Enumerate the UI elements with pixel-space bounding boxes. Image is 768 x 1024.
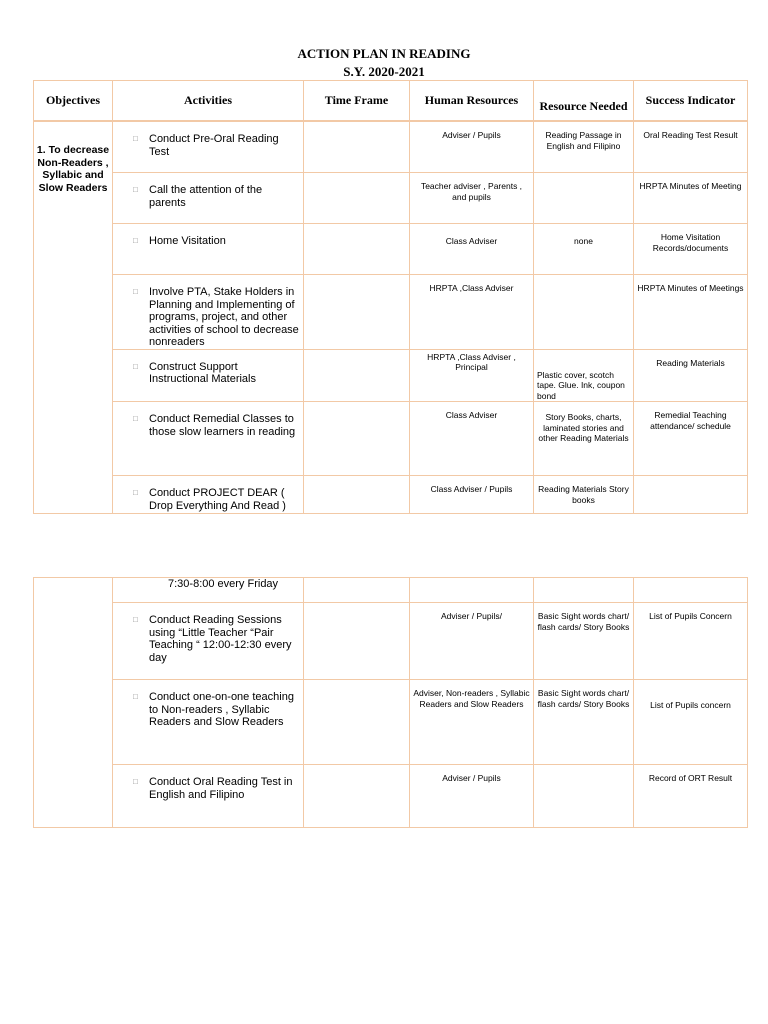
- empty-cell: [634, 578, 748, 603]
- human-resources-cell-text: Class Adviser / Pupils: [430, 484, 513, 494]
- success-indicator-cell-text: [634, 476, 747, 484]
- checkbox-bullet-icon: □: [133, 134, 138, 143]
- checkbox-bullet-icon: □: [133, 361, 138, 371]
- time-frame-cell: [304, 349, 410, 402]
- success-indicator-cell: [634, 349, 748, 402]
- resource-needed-cell: [534, 173, 634, 224]
- checkbox-bullet-icon: □: [133, 287, 138, 296]
- header-success-indicator: Success Indicator: [634, 81, 748, 121]
- success-indicator-cell-text: HRPTA Minutes of Meetings: [637, 283, 744, 293]
- time-frame-cell-text: [304, 173, 409, 183]
- objective-cell-text: 1. To decrease Non-Readers , Syllabic and Slow Readers: [36, 144, 110, 194]
- success-indicator-cell: [634, 122, 748, 173]
- table-row: [34, 680, 748, 765]
- table-row: [34, 173, 748, 224]
- table-row: [34, 603, 748, 680]
- success-indicator-cell: [634, 275, 748, 350]
- time-frame-cell-text: [304, 476, 409, 484]
- action-plan-table: [33, 80, 748, 514]
- resource-needed-cell: [534, 765, 634, 828]
- human-resources-cell: [410, 122, 534, 173]
- time-frame-cell: [304, 765, 410, 828]
- human-resources-cell-text: Adviser, Non-readers , Syllabic Readers and Slow Readers: [413, 688, 530, 709]
- resource-needed-cell-text: Basic Sight words chart/ flash cards/ Story Books: [537, 688, 630, 709]
- checkbox-bullet-icon: □: [133, 236, 138, 245]
- activity-text: Conduct one-on-one teaching to Non-readers , Syllabic Readers and Slow Readers: [149, 691, 294, 728]
- header-resource-needed: Resource Needed: [534, 81, 634, 121]
- time-frame-cell-text: [304, 603, 409, 611]
- time-frame-cell-text: [304, 680, 409, 688]
- activity-cell: [113, 765, 304, 828]
- activity-text: Conduct Oral Reading Test in English and Filipino: [149, 776, 293, 801]
- human-resources-cell-text: Teacher adviser , Parents , and pupils: [420, 181, 523, 202]
- activity-cell: [113, 603, 304, 680]
- resource-needed-cell: [534, 122, 634, 173]
- resource-needed-cell: [534, 476, 634, 514]
- table-row: [34, 224, 748, 275]
- success-indicator-cell: [634, 680, 748, 765]
- success-indicator-cell-text: List of Pupils Concern: [649, 611, 732, 621]
- time-frame-cell: [304, 680, 410, 765]
- human-resources-cell: [410, 402, 534, 476]
- resource-needed-cell-text: Reading Passage in English and Filipino: [545, 130, 622, 151]
- human-resources-cell-text: Class Adviser: [445, 410, 498, 420]
- activity-cell: [113, 349, 304, 402]
- resource-needed-cell-text: Basic Sight words chart/ flash cards/ Story Books: [537, 611, 630, 632]
- document-title: ACTION PLAN IN READING: [297, 46, 471, 61]
- checkbox-bullet-icon: □: [133, 185, 138, 194]
- success-indicator-cell-text: Remedial Teaching attendance/ schedule: [650, 410, 731, 431]
- activity-text: Conduct Pre-Oral Reading Test: [149, 133, 279, 158]
- success-indicator-cell-text: List of Pupils concern: [650, 700, 731, 710]
- success-indicator-cell: [634, 402, 748, 476]
- header-time-frame: Time Frame: [304, 81, 410, 121]
- time-frame-cell-text: [304, 402, 409, 410]
- header-human-resources: Human Resources: [410, 81, 534, 121]
- time-frame-cell-text: [304, 765, 409, 773]
- checkbox-bullet-icon: □: [133, 414, 138, 423]
- human-resources-cell: [410, 275, 534, 350]
- success-indicator-cell: [634, 476, 748, 514]
- checkbox-bullet-icon: □: [133, 692, 138, 701]
- resource-needed-cell: [534, 275, 634, 350]
- time-frame-cell: [304, 224, 410, 275]
- resource-needed-cell-text: Plastic cover, scotch tape. Glue. Ink, coupon bond: [537, 369, 625, 401]
- table-row: [34, 765, 748, 828]
- time-frame-cell: [304, 173, 410, 224]
- human-resources-cell: [410, 765, 534, 828]
- table-row: [34, 122, 748, 173]
- empty-cell: [534, 578, 634, 603]
- table-row: [34, 476, 748, 514]
- activity-text: Conduct PROJECT DEAR ( Drop Everything And Read ): [149, 487, 286, 512]
- checkbox-bullet-icon: □: [133, 777, 138, 786]
- resource-needed-cell: [534, 603, 634, 680]
- action-plan-table-continued: [33, 577, 748, 828]
- checkbox-bullet-icon: □: [133, 488, 138, 497]
- human-resources-cell-text: Adviser / Pupils/: [441, 611, 502, 621]
- header-activities: Activities: [113, 81, 304, 121]
- school-year: S.Y. 2020-2021: [343, 64, 425, 79]
- table-row: [34, 275, 748, 350]
- activity-text: Construct Support Instructional Materials: [149, 360, 256, 385]
- objective-cell: [34, 122, 113, 514]
- activity-cell: [113, 680, 304, 765]
- header-objectives: Objectives: [34, 81, 113, 121]
- resource-needed-cell-text: [534, 275, 633, 287]
- success-indicator-cell-text: Reading Materials: [656, 357, 725, 368]
- resource-needed-cell-text: [534, 173, 633, 183]
- time-frame-cell-text: [304, 350, 409, 362]
- success-indicator-cell-text: Record of ORT Result: [648, 773, 733, 783]
- continuation-row: [34, 578, 748, 603]
- time-frame-cell-text: [304, 122, 409, 130]
- time-frame-cell-text: [304, 275, 409, 287]
- time-frame-cell: [304, 402, 410, 476]
- human-resources-cell: [410, 349, 534, 402]
- resource-needed-cell: [534, 224, 634, 275]
- time-frame-cell: [304, 603, 410, 680]
- human-resources-cell-text: HRPTA ,Class Adviser: [429, 283, 514, 293]
- human-resources-cell-text: Adviser / Pupils: [442, 773, 501, 783]
- time-frame-cell-text: [304, 224, 409, 236]
- empty-cell: [410, 578, 534, 603]
- time-frame-cell: [304, 476, 410, 514]
- success-indicator-cell: [634, 765, 748, 828]
- activity-text: Call the attention of the parents: [149, 184, 263, 209]
- success-indicator-cell: [634, 173, 748, 224]
- activity-cell-continued: [113, 578, 304, 603]
- activity-cell: [113, 476, 304, 514]
- human-resources-cell: [410, 680, 534, 765]
- resource-needed-cell-text: none: [574, 236, 593, 246]
- header-row: [34, 81, 748, 121]
- table-row: [34, 402, 748, 476]
- resource-needed-cell-text: Story Books, charts, laminated stories and other Reading Materials: [538, 412, 629, 443]
- activity-cell: [113, 224, 304, 275]
- resource-needed-cell-text: [534, 765, 633, 773]
- success-indicator-cell: [634, 224, 748, 275]
- success-indicator-cell-text: HRPTA Minutes of Meeting: [639, 181, 742, 191]
- activity-text: Home Visitation: [149, 235, 226, 247]
- objective-cell-continued: [34, 578, 113, 828]
- activity-cell: [113, 402, 304, 476]
- time-frame-cell: [304, 275, 410, 350]
- activity-text: Conduct Remedial Classes to those slow learners in reading: [149, 413, 296, 438]
- human-resources-cell-text: Adviser / Pupils: [442, 130, 501, 140]
- human-resources-cell: [410, 603, 534, 680]
- empty-cell: [304, 578, 410, 603]
- resource-needed-cell: [534, 349, 634, 402]
- activity-text: Conduct Reading Sessions using “Little Teacher “Pair Teaching “ 12:00-12:30 every day: [149, 614, 292, 664]
- resource-needed-cell: [534, 402, 634, 476]
- success-indicator-cell-text: Oral Reading Test Result: [643, 130, 738, 140]
- human-resources-cell: [410, 476, 534, 514]
- table-row: [34, 349, 748, 402]
- activity-cell: [113, 122, 304, 173]
- activity-cell: [113, 173, 304, 224]
- human-resources-cell-text: Class Adviser: [445, 236, 498, 246]
- activity-cell: [113, 275, 304, 350]
- success-indicator-cell: [634, 603, 748, 680]
- resource-needed-cell: [534, 680, 634, 765]
- activity-continuation-text: 7:30-8:00 every Friday: [168, 578, 279, 590]
- human-resources-cell: [410, 224, 534, 275]
- resource-needed-cell-text: Reading Materials Story books: [538, 484, 629, 505]
- time-frame-cell: [304, 122, 410, 173]
- checkbox-bullet-icon: □: [133, 615, 138, 624]
- activity-text: Involve PTA, Stake Holders in Planning and Implementing of programs, project, and other activities of school to decrease nonreaders: [149, 286, 299, 348]
- human-resources-cell-text: HRPTA ,Class Adviser , Principal: [427, 351, 516, 372]
- human-resources-cell: [410, 173, 534, 224]
- success-indicator-cell-text: Home Visitation Records/documents: [652, 232, 729, 253]
